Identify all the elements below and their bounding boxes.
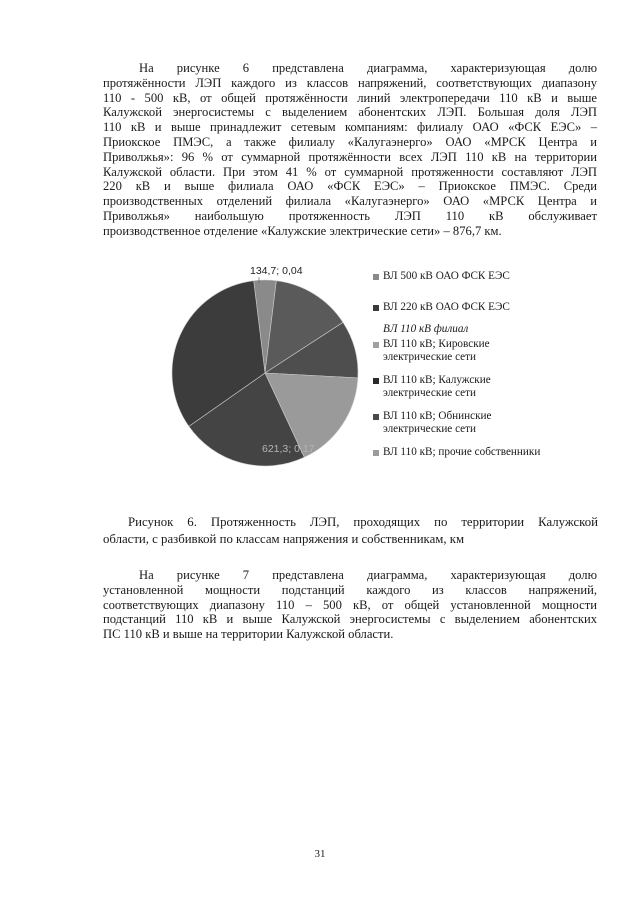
paragraph-1-line: протяжённости ЛЭП каждого из классов напряжений, соответствующих диапазону — [103, 75, 597, 90]
pie-chart — [150, 260, 380, 485]
paragraph-1-line: На рисунке 6 представлена диаграмма, характеризующая долю — [139, 61, 597, 75]
legend-item — [373, 270, 553, 284]
paragraph-2 — [103, 568, 597, 642]
page-number: 31 — [314, 848, 326, 860]
legend-swatch — [373, 414, 379, 420]
paragraph-2-line: соответствующих диапазону 110 – 500 кВ, от общей установленной мощности — [103, 597, 597, 612]
legend-label: ВЛ 110 кВ; Обнинские электрические сети — [383, 409, 492, 435]
paragraph-1-line: производственное отделение «Калужские электрические сети» – 876,7 км. — [103, 223, 502, 238]
paragraph-1-line: 110 кВ и выше принадлежит сетевым компаниям: филиалу ОАО «ФСК ЕЭС» – — [103, 120, 597, 135]
paragraph-1-line: Приволжья»: 96 % от суммарной протяжённости всех ЛЭП 110 кВ на территории — [103, 149, 597, 164]
legend-swatch — [373, 378, 379, 384]
legend-item — [373, 374, 553, 401]
paragraph-1-line: 220 кВ и выше филиала ОАО «ФСК ЕЭС» – Приокское ПМЭС. Среди — [103, 179, 597, 194]
legend-item — [373, 446, 553, 460]
paragraph-2-line: ПС 110 кВ и выше на территории Калужской области. — [103, 627, 394, 642]
paragraph-2-line: подстанций 110 кВ и выше Калужской энергосистемы с выделением абонентских — [103, 612, 597, 627]
legend-label: ВЛ 110 кВ; Калужские электрические сети — [383, 373, 491, 399]
paragraph-2-line: На рисунке 7 представлена диаграмма, характеризующая долю — [139, 568, 597, 582]
pie-slice-label: 621,3; 0,17 — [262, 443, 315, 455]
paragraph-1 — [103, 61, 597, 239]
legend-swatch — [373, 342, 379, 348]
paragraph-1-line: Приволжья» наибольшую протяженность ЛЭП 110 кВ обслуживает — [103, 208, 597, 223]
paragraph-1-line: Калужской энергосистемы с выделением абонентских ЛЭП. Большая доля ЛЭП — [103, 105, 597, 120]
paragraph-1-line: Калужской области. При этом 41 % от суммарной протяженности составляют ЛЭП — [103, 164, 597, 179]
legend-group — [373, 323, 553, 459]
pie-slices — [172, 280, 358, 466]
figure-caption — [103, 514, 598, 548]
legend-item — [373, 301, 553, 315]
paragraph-1-line: Приокское ПМЭС, а также филиалу «Калугаэнерго» ОАО «МРСК Центра и — [103, 134, 597, 149]
pie-slice-label: 134,7; 0,04 — [250, 265, 303, 277]
legend-swatch — [373, 450, 379, 456]
paragraph-2-line: установленной мощности подстанций каждого из классов напряжений, — [103, 582, 597, 597]
legend-item — [373, 338, 553, 365]
legend-swatch — [373, 274, 379, 280]
legend-label: ВЛ 110 кВ; Кировские электрические сети — [383, 337, 490, 363]
figure-caption-line: Рисунок 6. Протяженность ЛЭП, проходящих по территории Калужской — [128, 515, 598, 529]
legend-label: ВЛ 110 кВ; прочие собственники — [383, 445, 541, 458]
legend-label: ВЛ 500 кВ ОАО ФСК ЕЭС — [383, 270, 510, 282]
paragraph-1-line: 110 - 500 кВ, от общей протяжённости линий электропередачи 110 кВ и выше — [103, 90, 597, 105]
legend-swatch — [373, 305, 379, 311]
paragraph-1-line: производственных отделений филиала «Калугаэнерго» ОАО «МРСК Центра и — [103, 194, 597, 209]
figure-caption-line: области, с разбивкой по классам напряжения и собственникам, км — [103, 532, 465, 546]
chart-legend — [373, 270, 553, 468]
legend-group-label: ВЛ 110 кВ филиал — [383, 323, 469, 335]
legend-item — [373, 410, 553, 437]
legend-label: ВЛ 220 кВ ОАО ФСК ЕЭС — [383, 300, 510, 313]
